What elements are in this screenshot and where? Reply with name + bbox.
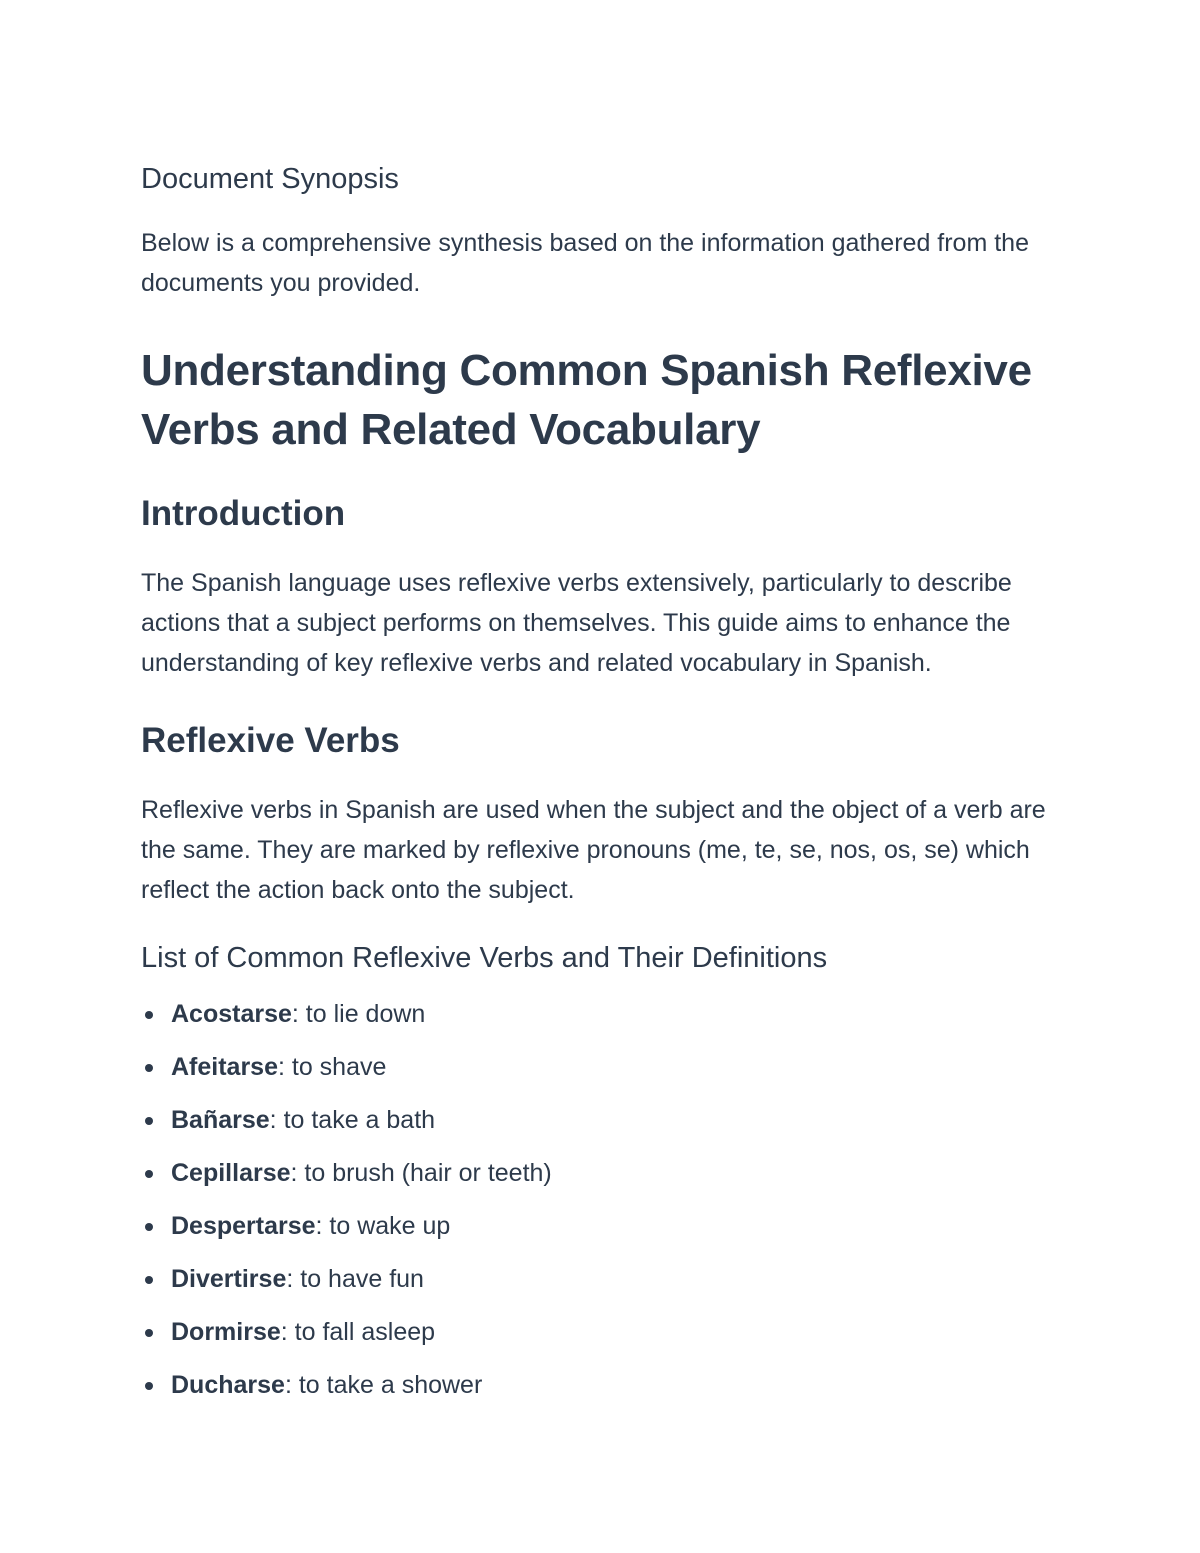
introduction-text: The Spanish language uses reflexive verbs extensively, particularly to describe actions that a subject performs on themselves. This guide aims to enhance the understanding of key reflexive verbs and related vocabulary in Spanish. [141, 569, 1012, 677]
verb-definition: : to take a shower [284, 1371, 483, 1399]
bullet-icon [145, 1011, 153, 1019]
verb-definition: : to shave [278, 1053, 387, 1081]
list-item [141, 1210, 1050, 1243]
list-item [141, 1051, 1050, 1084]
bullet-icon [145, 1382, 153, 1390]
verb-list-heading: List of Common Reflexive Verbs and Their Definitions [141, 942, 828, 974]
verb-term: Bañarse [171, 1106, 270, 1134]
verb-term: Despertarse [171, 1212, 316, 1240]
verb-term: Divertirse [171, 1265, 287, 1293]
verb-definition: : to fall asleep [280, 1318, 436, 1346]
verb-term: Acostarse [171, 1000, 292, 1028]
list-item [141, 1369, 1050, 1402]
bullet-icon [145, 1276, 153, 1284]
verb-definition: : to take a bath [269, 1106, 436, 1134]
list-item [141, 1104, 1050, 1137]
verb-list [141, 998, 1050, 1402]
list-item [141, 1263, 1050, 1296]
list-item [141, 1157, 1050, 1190]
synopsis-heading: Document Synopsis [141, 163, 399, 195]
verb-definition: : to wake up [315, 1212, 451, 1240]
verb-term: Ducharse [171, 1371, 285, 1399]
verb-definition: : to lie down [291, 1000, 426, 1028]
introduction-heading: Introduction [141, 494, 346, 533]
document-title: Understanding Common Spanish Reflexive Verbs and Related Vocabulary [141, 346, 1032, 454]
bullet-icon [145, 1117, 153, 1125]
verb-definition: : to have fun [286, 1265, 424, 1293]
reflexive-verbs-heading: Reflexive Verbs [141, 721, 400, 760]
verb-definition: : to brush (hair or teeth) [290, 1159, 552, 1187]
reflexive-verbs-text: Reflexive verbs in Spanish are used when the subject and the object of a verb are the same. They are marked by reflexive pronouns (me, te, se, nos, os, se) which reflect the action back onto the subject. [141, 796, 1046, 904]
verb-term: Afeitarse [171, 1053, 278, 1081]
bullet-icon [145, 1223, 153, 1231]
bullet-icon [145, 1064, 153, 1072]
verb-term: Dormirse [171, 1318, 281, 1346]
verb-term: Cepillarse [171, 1159, 291, 1187]
synopsis-text: Below is a comprehensive synthesis based on the information gathered from the documents you provided. [141, 229, 1029, 297]
bullet-icon [145, 1170, 153, 1178]
bullet-icon [145, 1329, 153, 1337]
list-item [141, 1316, 1050, 1349]
list-item [141, 998, 1050, 1031]
